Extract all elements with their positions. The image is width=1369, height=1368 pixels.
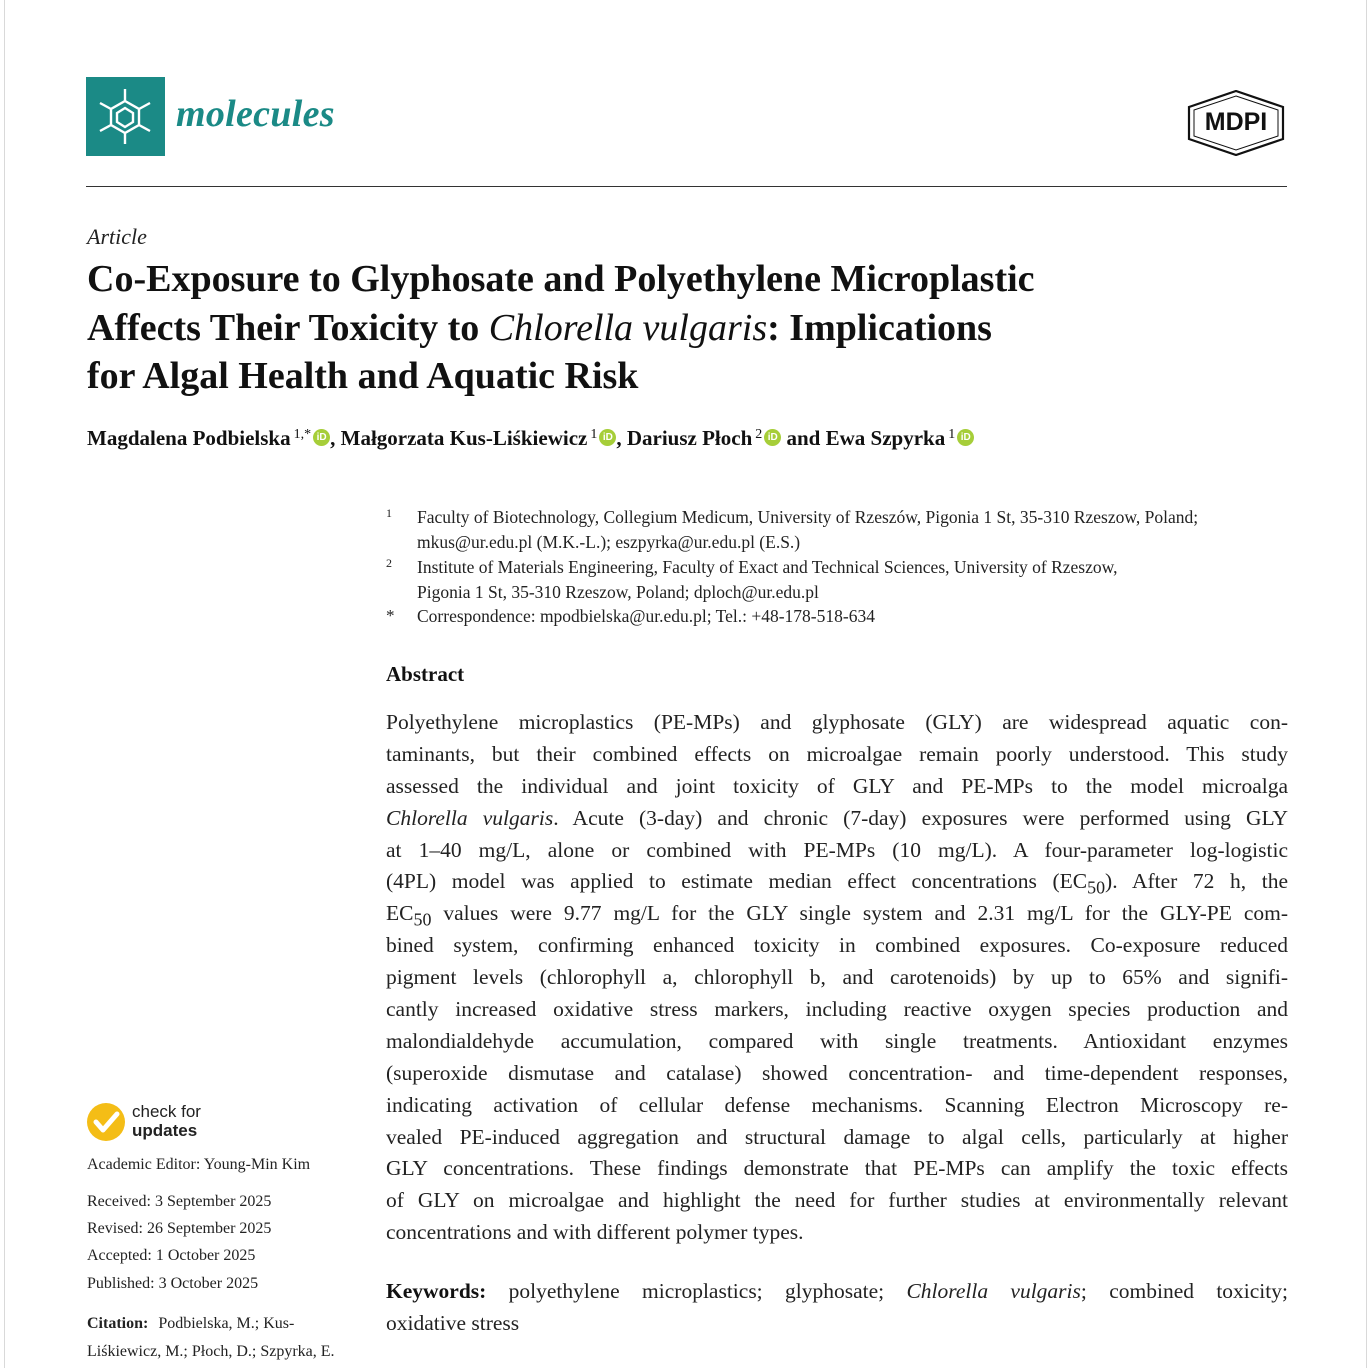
author-affil: 1 [590,427,598,442]
check-for-label: check for [132,1102,201,1121]
author-separator: and [781,426,826,450]
benzene-ring-icon [86,77,165,156]
abstract-line: malondialdehyde accumulation, compared with single treatments. Antioxidant enzymes [386,1028,1288,1053]
mdpi-logo [1186,90,1286,156]
article-type: Article [87,224,147,249]
abstract-line: vealed PE-induced aggregation and structural damage to algal cells, particularly at higher [386,1124,1288,1149]
page-edge-left [4,0,5,1368]
keywords-text: ; combined toxicity; [1080,1279,1288,1303]
abstract-line: bined system, confirming enhanced toxicity in combined exposures. Co-exposure reduced [386,933,1288,958]
abstract-heading: Abstract [386,662,465,686]
author-name: Ewa Szpyrka [825,426,946,450]
abstract-text: ). After 72 h, the [1105,869,1288,894]
author-separator: , [616,426,627,450]
abstract-text: EC [386,901,414,926]
species-name: Chlorella vulgaris [906,1279,1081,1303]
abstract-line: (superoxide dismutase and catalase) showed concentration- and time-dependent responses, [386,1060,1288,1085]
article-title [87,255,1267,401]
subscript: 50 [413,909,432,930]
check-for-updates-link[interactable] [132,1102,201,1140]
citation-line [87,1310,357,1338]
accepted-date: Accepted: 1 October 2025 [87,1247,256,1264]
affiliation-line: Institute of Materials Engineering, Faculty of Exact and Technical Sciences, University of Rzeszow, [417,557,1118,577]
orcid-icon[interactable]: iD [764,429,781,446]
author-affil: 1 [948,427,956,442]
orcid-icon[interactable]: iD [957,429,974,446]
keywords-label: Keywords: [386,1279,487,1303]
affiliation-line: Faculty of Biotechnology, Collegium Medicum, University of Rzeszów, Pigonia 1 St, 35-310 Rzeszow, Poland; [417,507,1199,527]
species-name: Chlorella vulgaris [386,805,554,830]
title-species: Chlorella vulgaris [488,306,768,349]
affiliation-line: mkus@ur.edu.pl (M.K.-L.); eszpyrka@ur.edu.pl (E.S.) [417,531,801,552]
header-divider [86,186,1287,187]
published-date: Published: 3 October 2025 [87,1275,259,1292]
title-line-1: Co-Exposure to Glyphosate and Polyethylene Microplastic [87,258,1035,300]
keywords-line [386,1276,1288,1308]
author-affil: 1,* [293,427,312,442]
abstract-text: (4PL) model was applied to estimate median effect concentrations (EC [386,869,1088,894]
citation-line: Liśkiewicz, M.; Płoch, D.; Szpyrka, E. [87,1343,335,1360]
abstract-body [386,707,1288,1249]
keywords-line: oxidative stress [386,1310,520,1335]
title-text: Affects Their Toxicity to [87,306,489,349]
abstract-line: of GLY on microalgae and highlight the need for further studies at environmentally relevant [386,1188,1288,1213]
journal-name: molecules [176,93,335,135]
check-for-updates-icon[interactable] [86,1102,126,1142]
affiliation-line: Pigonia 1 St, 35-310 Rzeszow, Poland; dploch@ur.edu.pl [417,581,819,602]
affiliation-line: Correspondence: mpodbielska@ur.edu.pl; Tel.: +48-178-518-634 [417,606,875,626]
author-name: Małgorzata Kus-Liśkiewicz [340,426,588,450]
correspondence-marker: * [386,606,395,625]
abstract-text: . Acute (3-day) and chronic (7-day) exposures were performed using GLY [553,805,1288,830]
keywords [386,1276,1288,1340]
title-line-2 [87,304,1267,353]
abstract-line: concentrations and with different polymer types. [386,1220,804,1245]
author-list [87,426,974,451]
affiliation-text [417,555,1118,604]
author-name: Magdalena Podbielska [87,426,291,450]
journal-logo [86,77,165,156]
abstract-line: Polyethylene microplastics (PE-MPs) and glyphosate (GLY) are widespread aquatic con- [386,710,1288,734]
citation-label: Citation: [87,1315,149,1332]
title-line-3: for Algal Health and Aquatic Risk [87,355,639,397]
orcid-icon[interactable]: iD [599,429,616,446]
abstract-line: GLY concentrations. These findings demonstrate that PE-MPs can amplify the toxic effects [386,1156,1288,1181]
abstract-line: assessed the individual and joint toxicity of GLY and PE-MPs to the model microalga [386,773,1288,798]
abstract-line: cantly increased oxidative stress markers, including reactive oxygen species production and [386,997,1288,1022]
received-date: Received: 3 September 2025 [87,1193,272,1210]
publisher-name: MDPI [1204,108,1268,136]
affiliation-text [417,505,1198,554]
citation [87,1310,357,1366]
keywords-text: polyethylene microplastics; glyphosate; [486,1279,907,1303]
page-edge-right [1366,0,1367,1368]
affiliation-marker: 2 [386,556,392,570]
citation-text: Podbielska, M.; Kus- [158,1315,295,1332]
abstract-line: pigment levels (chlorophyll a, chlorophyll b, and carotenoids) by up to 65% and signifi- [386,965,1288,990]
abstract-text: values were 9.77 mg/L for the GLY single system and 2.31 mg/L for the GLY-PE com- [431,901,1288,926]
orcid-icon[interactable]: iD [313,429,330,446]
title-text: : Implications [767,306,992,349]
revised-date: Revised: 26 September 2025 [87,1220,272,1237]
abstract-line [386,898,1288,930]
author-name: Dariusz Płoch [626,426,753,450]
subscript: 50 [1087,877,1106,898]
correspondence-text [417,604,875,629]
updates-label: updates [132,1121,198,1140]
abstract-line [386,866,1288,898]
abstract-line: taminants, but their combined effects on microalgae remain poorly understood. This study [386,741,1288,766]
affiliation-marker: 1 [386,506,392,520]
academic-editor: Academic Editor: Young-Min Kim [87,1156,311,1173]
abstract-line: at 1–40 mg/L, alone or combined with PE-MPs (10 mg/L). A four-parameter log-logistic [386,837,1288,862]
author-affil: 2 [755,427,763,442]
author-separator: , [330,426,341,450]
abstract-line [386,803,1288,835]
abstract-line: indicating activation of cellular defense mechanisms. Scanning Electron Microscopy re- [386,1092,1288,1117]
